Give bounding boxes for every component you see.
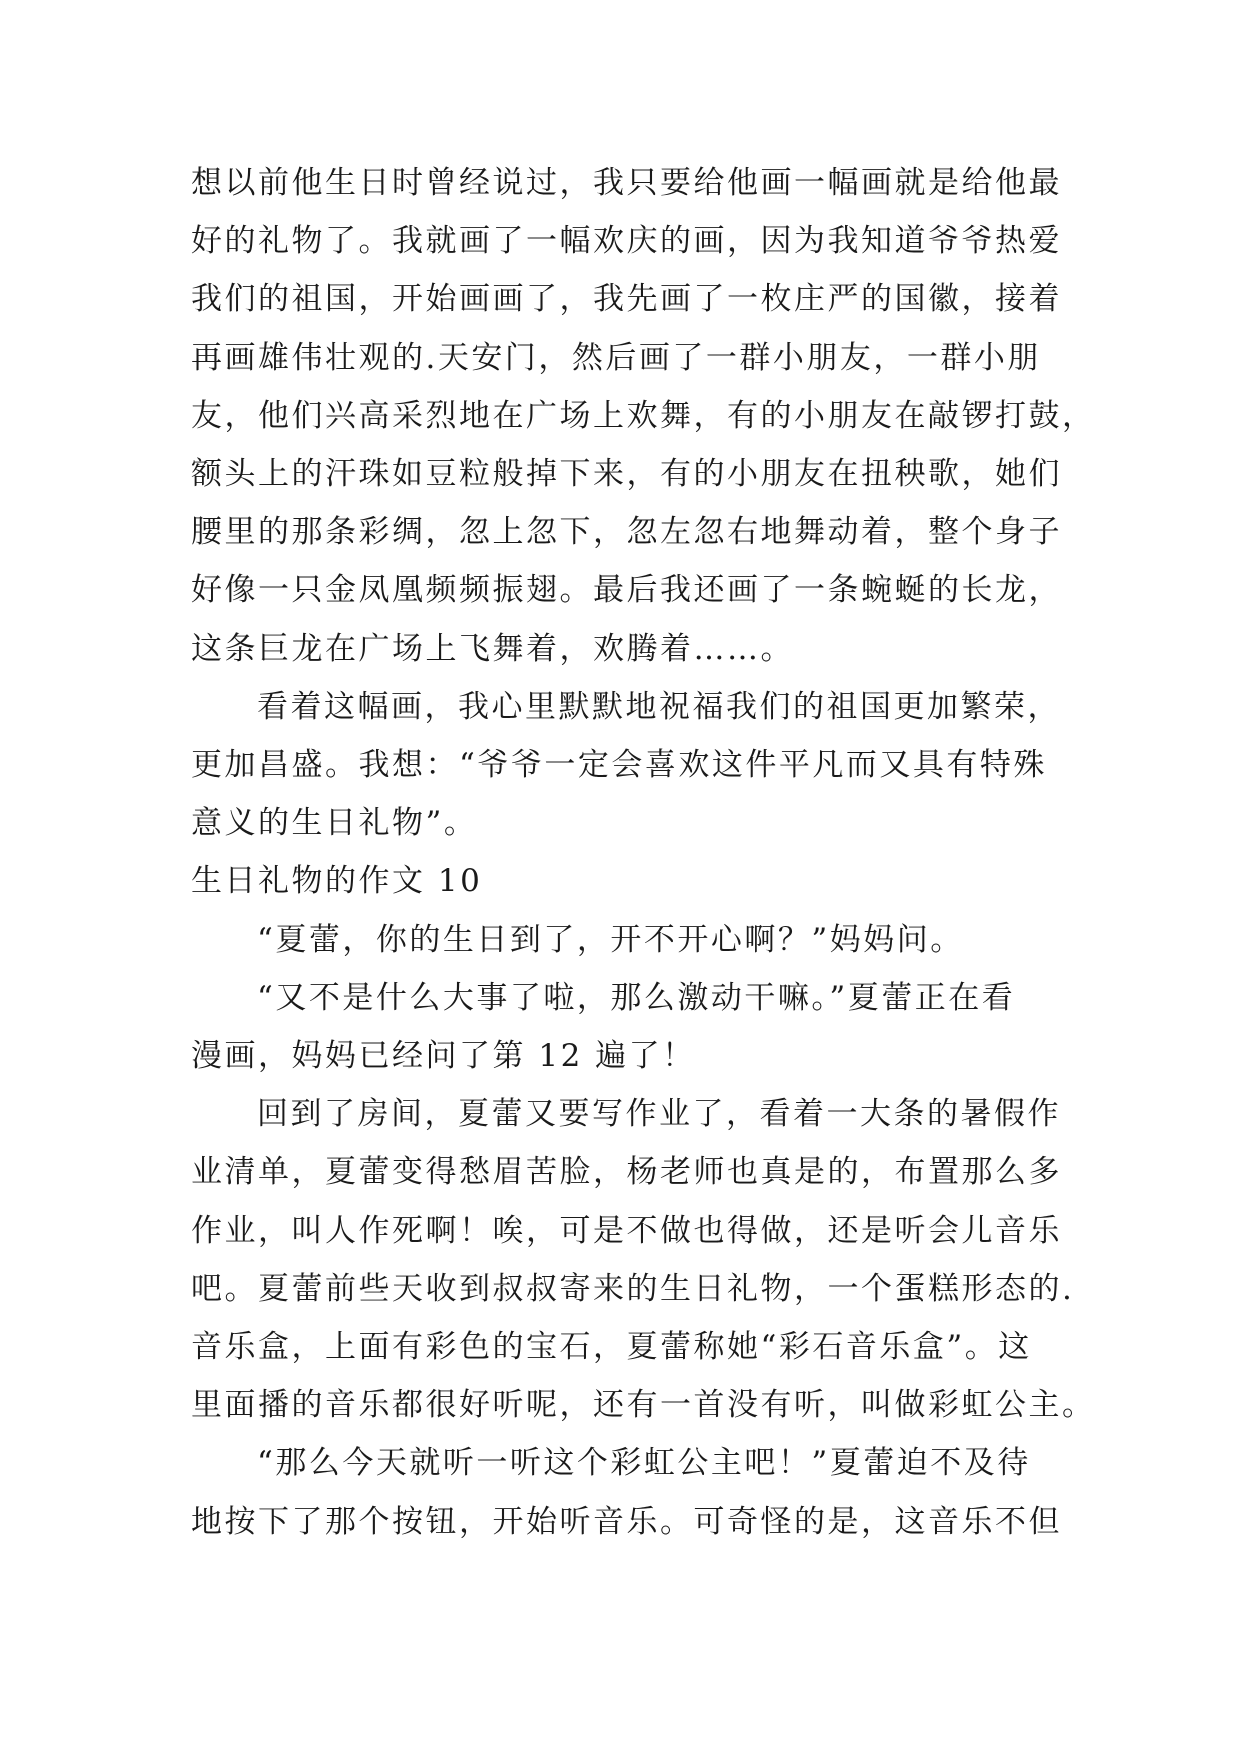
text-line: 好的礼物了。我就画了一幅欢庆的画，因为我知道爷爷热爱 — [191, 223, 1062, 259]
text-line: 再画雄伟壮观的.天安门，然后画了一群小朋友，一群小朋 — [191, 340, 1041, 376]
text-line: 我们的祖国，开始画画了，我先画了一枚庄严的国徽，接着 — [191, 281, 1062, 317]
paragraph-first-line: 回到了房间，夏蕾又要写作业了，看着一大条的暑假作 — [257, 1096, 1061, 1132]
text-line: 额头上的汗珠如豆粒般掉下来，有的小朋友在扭秧歌，她们 — [191, 456, 1062, 492]
text-line: 腰里的那条彩绸，忽上忽下，忽左忽右地舞动着，整个身子 — [191, 514, 1062, 550]
paragraph-first-line: “夏蕾，你的生日到了，开不开心啊？”妈妈问。 — [257, 922, 964, 958]
text-line: 这条巨龙在广场上飞舞着，欢腾着……。 — [191, 631, 794, 667]
text-line: 里面播的音乐都很好听呢，还有一首没有听，叫做彩虹公主。 — [191, 1387, 1096, 1423]
text-line: 音乐盒，上面有彩色的宝石，夏蕾称她“彩石音乐盒”。这 — [191, 1329, 1032, 1365]
text-line: 业清单，夏蕾变得愁眉苦脸，杨老师也真是的，布置那么多 — [191, 1154, 1062, 1190]
paragraph-first-line: “那么今天就听一听这个彩虹公主吧！”夏蕾迫不及待 — [257, 1445, 1031, 1481]
text-line: 好像一只金凤凰频频振翅。最后我还画了一条蜿蜒的长龙， — [191, 572, 1062, 608]
paragraph-first-line: “又不是什么大事了啦，那么激动干嘛。”夏蕾正在看 — [257, 980, 1016, 1016]
text-line: 地按下了那个按钮，开始听音乐。可奇怪的是，这音乐不但 — [191, 1504, 1062, 1540]
paragraph-first-line: 看着这幅画，我心里默默地祝福我们的祖国更加繁荣， — [257, 689, 1061, 725]
section-heading: 生日礼物的作文 10 — [191, 863, 483, 899]
text-line: 更加昌盛。我想：“爷爷一定会喜欢这件平凡而又具有特殊 — [191, 747, 1047, 783]
text-line: 作业，叫人作死啊！唉，可是不做也得做，还是听会儿音乐 — [191, 1213, 1062, 1249]
text-line: 漫画，妈妈已经问了第 12 遍了！ — [191, 1038, 696, 1074]
text-line: 意义的生日礼物”。 — [191, 805, 478, 841]
text-line: 友，他们兴高采烈地在广场上欢舞，有的小朋友在敲锣打鼓， — [191, 398, 1096, 434]
text-line: 吧。夏蕾前些天收到叔叔寄来的生日礼物，一个蛋糕形态的. — [191, 1271, 1075, 1307]
text-line: 想以前他生日时曾经说过，我只要给他画一幅画就是给他最 — [191, 165, 1062, 201]
